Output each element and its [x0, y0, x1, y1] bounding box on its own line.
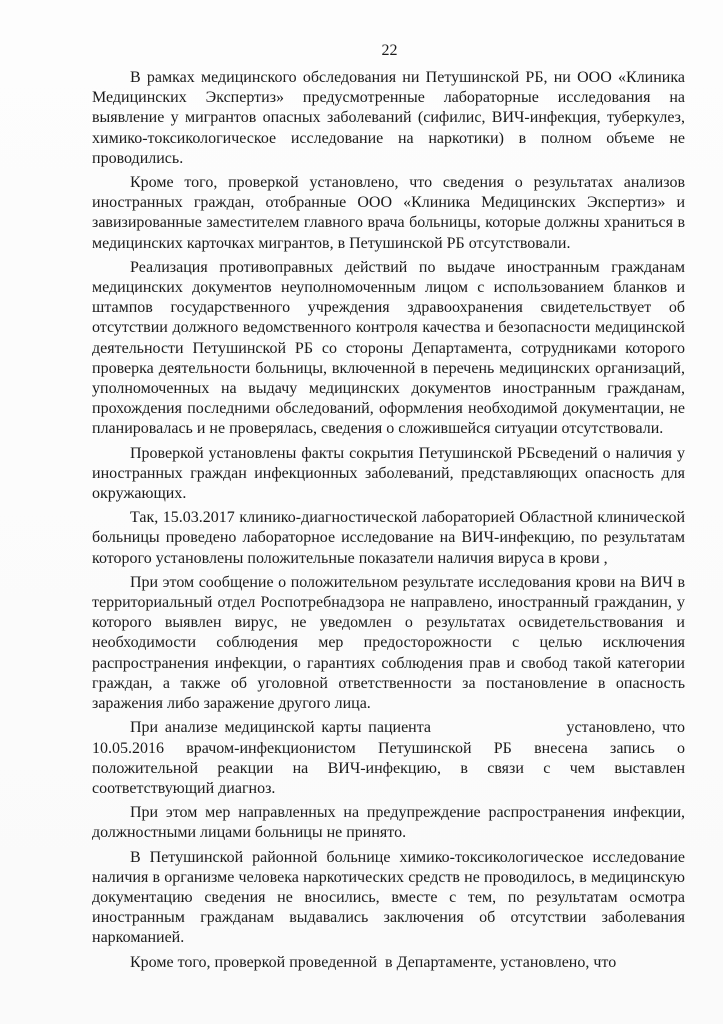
paragraph-7: При анализе медицинской карты пациента установлено, что 10.05.2016 врачом-инфекционистом Петушинской РБ внесена запись о положительной реакции на ВИЧ-инфекцию, в связи с чем выставлен соответствующий диагноз.	[92, 719, 689, 797]
page-number: 22	[381, 42, 398, 59]
paragraph-9: В Петушинской районной больнице химико-токсикологическое исследование наличия в организме человека наркотических средств не проводилось, в медицинскую документацию сведения не вносились, вместе с тем, по результатам осмотра иностранным гражданам выдавались заключения об отсутствии заболевания наркоманией.	[92, 848, 685, 947]
paragraph-8: При этом мер направленных на предупреждение распространения инфекции, должностными лицами больницы не принято.	[92, 804, 685, 842]
document-body	[92, 68, 689, 973]
paragraph-5: Так, 15.03.2017 клинико-диагностической лабораторией Областной клинической больницы проведено лабораторное исследование на ВИЧ-инфекцию, по результатам которого установлены положительные показатели наличия вируса в крови ,	[92, 509, 685, 567]
paragraph-3: Реализация противоправных действий по выдаче иностранным гражданам медицинских документов неуполномоченным лицом с использованием бланков и штампов государственного учреждения здравоохранения свидетельствует об отсутствии должного ведомственного контроля качества и безопасности медицинской деятельности Петушинской РБ со стороны Департамента, сотрудниками которого проверка деятельности больницы, включенной в перечень медицинских организаций, уполномоченных на выдачу медицинских документов иностранным гражданам, прохождения последними обследований, оформления необходимой документации, не планировалась и не проверялась, сведения о сложившейся ситуации отсутствовали.	[92, 258, 685, 438]
paragraph-1: В рамках медицинского обследования ни Петушинской РБ, ни ООО «Клиника Медицинских Экспертиз» предусмотренные лабораторные исследования на выявление у мигрантов опасных заболеваний (сифилис, ВИЧ-инфекция, туберкулез, химико-токсикологическое исследование на наркотики) в полном объеме не проводились.	[92, 69, 685, 167]
paragraph-4: Проверкой установлены факты сокрытия Петушинской РБсведений о наличия у иностранных граждан инфекционных заболеваний, представляющих опасность для окружающих.	[92, 444, 685, 503]
paragraph-6: При этом сообщение о положительном результате исследования крови на ВИЧ в территориальный отдел Роспотребнадзора не направлено, иностранный гражданин, у которого выявлен вирус, не уведомлен о результатах освидетельствования и необходимости соблюдения мер предосторожности с целью исключения распространения инфекции, о гарантиях соблюдения прав и свобод такой категории граждан, а также об уголовной ответственности за постановление в опасность заражения либо заражение другого лица.	[92, 573, 685, 713]
paragraph-2: Кроме того, проверкой установлено, что сведения о результатах анализов иностранных граждан, отобранные ООО «Клиника Медицинских Экспертиз» и завизированные заместителем главного врача больницы, которые должны храниться в медицинских карточках мигрантов, в Петушинской РБ отсутствовали.	[92, 174, 685, 252]
paragraph-10: Кроме того, проверкой проведенной в Департаменте, установлено, что	[130, 953, 617, 971]
